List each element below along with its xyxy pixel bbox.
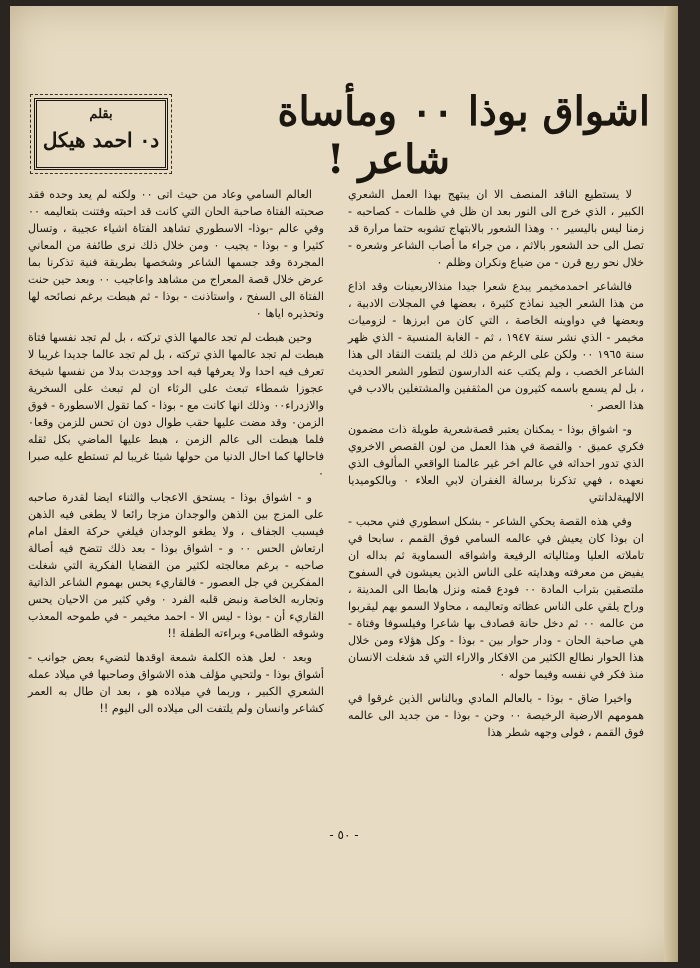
article-title	[200, 88, 650, 188]
text-column-left	[28, 186, 324, 724]
text-column-right	[348, 186, 644, 748]
article-title-line1: اشواق بوذا ٠٠ ومأساة	[277, 88, 650, 135]
page-edge	[664, 6, 678, 962]
paragraph: فالشاعر احمدمخيمر يبدع شعرا جيدا منذالاربعينات وقد اذاع من هذا الشعر الجيد نماذج كثيرة ، بعضها في المجلات الادبية ، وبعضها في دواوينه الخاصة ، التي كان من ابرزها - لزوميات مخيمر - الذي نشر سنة ١٩٤٧ ، ثم - الغابة المنسية - الذي ظهر سنة ١٩٦٥ ٠٠ ولكن على الرغم من ذلك لم يلتفت النقاد الى هذا الشاعر الخصب ، ولم يكتب عنه الدارسون لتطور الشعر الحديث ، بل لم يسمع باسمه كثيرون من المثقفين والمشتغلين بالادب في هذا العصر ٠	[348, 280, 645, 412]
article-header	[30, 88, 650, 188]
paragraph: و- اشواق بوذا - يمكنان يعتبر قصةشعرية طويلة ذات مضمون فكري عميق ٠ والقصة في هذا العمل من لون القصص الاخروي الذي تدور احداثه في عالم اخر غير عالمنا الواقعي المألوف الذي نعهده ، فهي تذكرنا برسالة الغفران لابي العلاء ٠ وبالكوميديا الالهيةلدانتي	[348, 423, 644, 504]
author-name: د٠ احمد هيكل	[42, 128, 160, 152]
paragraph: و - اشواق بوذا - يستحق الاعجاب والثناء ايضا لقدرة صاحبه على المزج بين الذهن والوجدان مزجا رائعا لا يطغى فيه الذهن فيسبب الجفاف ، ولا يطغو الوجدان فيلغي حركة العقل امام ارتعاش الحس ٠٠ و - اشواق بوذا - بعد ذلك تتضح فيه أصالة صاحبه - برغم معالجته لكثير من القضايا الفكرية التي شغلت المفكرين في جل العصور - فالقاريء يحس بهموم الشاعر الذاتية وتجاربه الخاصة ونبض قلبه الفرد ٠ وفي كثير من الاحيان يحس القاريء أن - بوذا - ليس الا - احمد مخيمر - في طموحه المعذب وشوقه الظامىء وبراءته الطفلة !!	[28, 491, 324, 640]
paragraph: واخيرا ضاق - بوذا - بالعالم المادي وبالناس الذين غرقوا في همومهم الارضية الرخيصة ٠٠ وحن - بوذا - من جديد الى عالمه فوق القمم ، فولى وجهه شطر هذا	[348, 692, 644, 739]
paragraph: لا يستطيع الناقد المنصف الا ان يبتهج بهذا العمل الشعري الكبير ، الذي خرج الى النور بعد ان ظل في ظلمات - كصاحبه - زمنا ليس باليسير ٠٠ وهذا الشعور بالابتهاج تشوبه حتما مرارة قد تصل الى حد الشعور بالاثم ، من جراء ما أصاب الشاعر وشعره - خلال نحو ربع قرن - من ضياع ونكران وظلم ٠	[348, 188, 644, 269]
article-title-line2: شاعر !	[326, 136, 450, 183]
paragraph: وفي هذه القصة يحكي الشاعر - بشكل اسطوري فني محبب - ان بوذا كان يعيش في عالمه السامي فوق القمم ، سابحا في تاملاته العليا ومثالياته الرفيعة واشواقه السماوية ثم بداله ان يفيض من معرفته وهدايته على الناس الذين يعيشون في السفوح ملتصقين بتراب المادة ٠٠ فودع قمته ونزل هابطا الى المدينة ، وراح يلقي على الناس عظاته وتعاليمه ، محاولا السمو بهم ليقربوا من عالمه ٠٠ ثم دخل حانة فصادف بها شاعرا وفيلسوفا وفتاة - هي صاحبة الحان - ودار حوار بين - بوذا - وكل هؤلاء ومن خلال هذا الحوار نطالع الكثير من الافكار والاراء التي قد شغلت الانسان منذ فكر في نفسه وفيما حوله ٠	[348, 515, 644, 681]
paragraph: العالم السامي وعاد من حيث اتى ٠٠ ولكنه لم يعد وحده فقد صحبته الفتاة صاحبة الحان التي كانت قد احبته وفتنت بتعاليمه ٠٠ وفي عالم -بوذا- الاسطوري تشاهد الفتاة اشياء عجيبة ، وتسال كثيرا و - بوذا - يجيب ٠ ومن خلال ذلك نرى طائفة من المعاني المجردة وقد جسمها الشاعر وشخصها بطريقة فنية تذكرنا بما عرض خلال قصة المعراج من مشاهد واعاجيب ٠٠ وبعد حين حنت الفتاة الى السفح ، واستاذنت - بوذا - ثم هبطت برغم نصائحه لها وتحذيره اياها ٠	[28, 188, 324, 320]
author-box	[34, 98, 168, 170]
page-number: - ٥٠ -	[329, 828, 359, 842]
byline-label: بقلم	[89, 107, 113, 122]
magazine-page	[10, 6, 678, 962]
paragraph: وحين هبطت لم تجد عالمها الذي تركته ، بل لم تجد نفسها فتاة هبطت لم تجد عالمها الذي تركته ، بل لم تجد عالما جديدا غريبا لا تعرف فيه احدا ولا يعرفها فيه احد ووجدت بدلا من نفسها شيخة عجوزا شمطاء تبعث على الرثاء ان لم تبعث على السخرية والازدراء٠٠ وذلك انها كانت مع - بوذا - كما تقول الاسطورة - فوق الزمن٠ وقد مضت عليها حقب طوال دون ان تحس للزمن وقعا٠ فلما هبطت الى عالم الزمن ، هبط عليها الماضي بكل ثقله فاحالها كما احال الدنيا من حولها شيئا غريبا لم تستطع عليه صبرا ٠	[28, 331, 324, 480]
paragraph: وبعد ٠ لعل هذه الكلمة شمعة اوقدها لتضيء بعض جوانب - أشواق بوذا - ولتحيي مؤلف هذه الاشواق وصاحبها في ميلاد عمله الشعري الكبير ، وربما في ميلاده هو ، بعد ان طال به العمر كشاعر وانسان ولم يلتفت الى ميلاده الى اليوم !!	[28, 651, 324, 715]
